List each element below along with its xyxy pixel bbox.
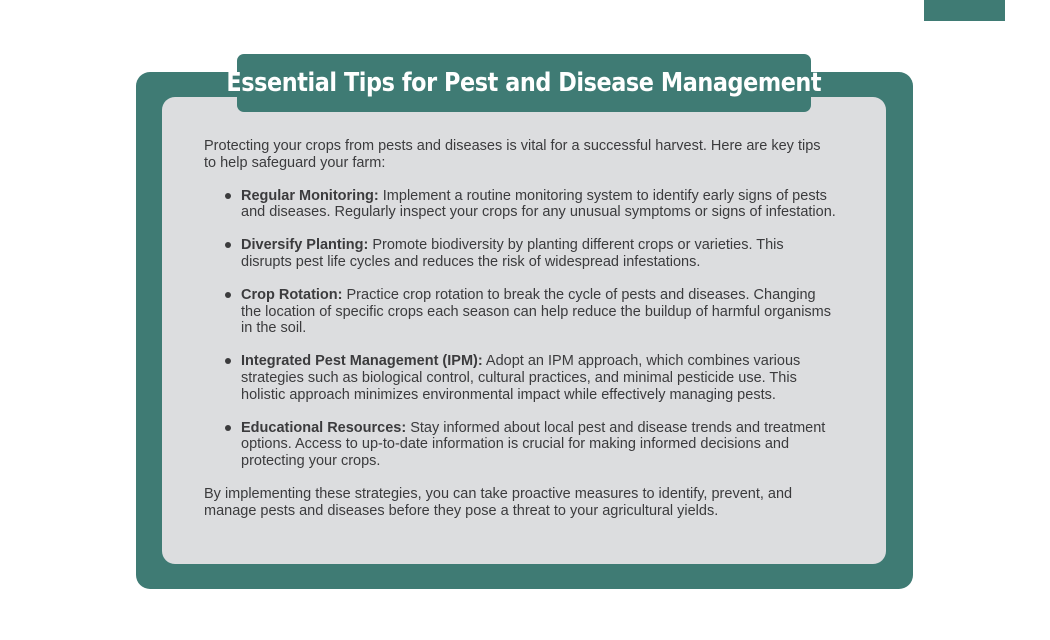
card-content <box>204 138 836 520</box>
title-banner <box>226 54 822 112</box>
corner-decoration <box>924 0 1005 21</box>
bullet-icon <box>225 242 231 248</box>
tip-text: Adopt an IPM approach, which combines various strategies such as biological control, cultural practices, and minimal pesticide use. This holistic approach minimizes environmental impact while effectively managing pests. <box>241 353 801 403</box>
tip-item <box>204 237 836 271</box>
tip-heading: Integrated Pest Management (IPM): <box>241 353 483 370</box>
tip-item <box>204 420 836 470</box>
bullet-icon <box>225 292 231 298</box>
tip-text: Stay informed about local pest and disease trends and treatment options. Access to up-to-date information is crucial for making informed decisions and protecting your crops. <box>241 419 826 470</box>
tip-heading: Crop Rotation: <box>241 286 343 303</box>
bullet-icon <box>225 358 231 364</box>
bullet-icon <box>225 425 231 431</box>
tip-text: Practice crop rotation to break the cycle of pests and diseases. Changing the location of specific crops each season can help reduce the buildup of harmful organisms in the soil. <box>241 286 832 337</box>
tip-item <box>204 287 836 337</box>
tip-text: Promote biodiversity by planting different crops or varieties. This disrupts pest life cycles and reduces the risk of widespread infestations. <box>241 237 784 270</box>
conclusion-paragraph: By implementing these strategies, you can take proactive measures to identify, prevent, and manage pests and diseases before they pose a threat to your agricultural yields. <box>204 485 793 519</box>
tip-item <box>204 188 836 222</box>
tip-heading: Diversify Planting: <box>241 237 369 254</box>
tip-heading: Educational Resources: <box>241 419 407 436</box>
tip-heading: Regular Monitoring: <box>241 187 379 204</box>
tip-text: Implement a routine monitoring system to identify early signs of pests and diseases. Regularly inspect your crops for any unusual symptoms or signs of infestation. <box>241 187 836 221</box>
tip-item <box>204 353 836 403</box>
intro-paragraph: Protecting your crops from pests and diseases is vital for a successful harvest. Here are key tips to help safeguard your farm: <box>204 138 821 171</box>
page-title: Essential Tips for Pest and Disease Management <box>226 68 822 98</box>
tips-list <box>204 188 836 470</box>
bullet-icon <box>225 193 231 199</box>
